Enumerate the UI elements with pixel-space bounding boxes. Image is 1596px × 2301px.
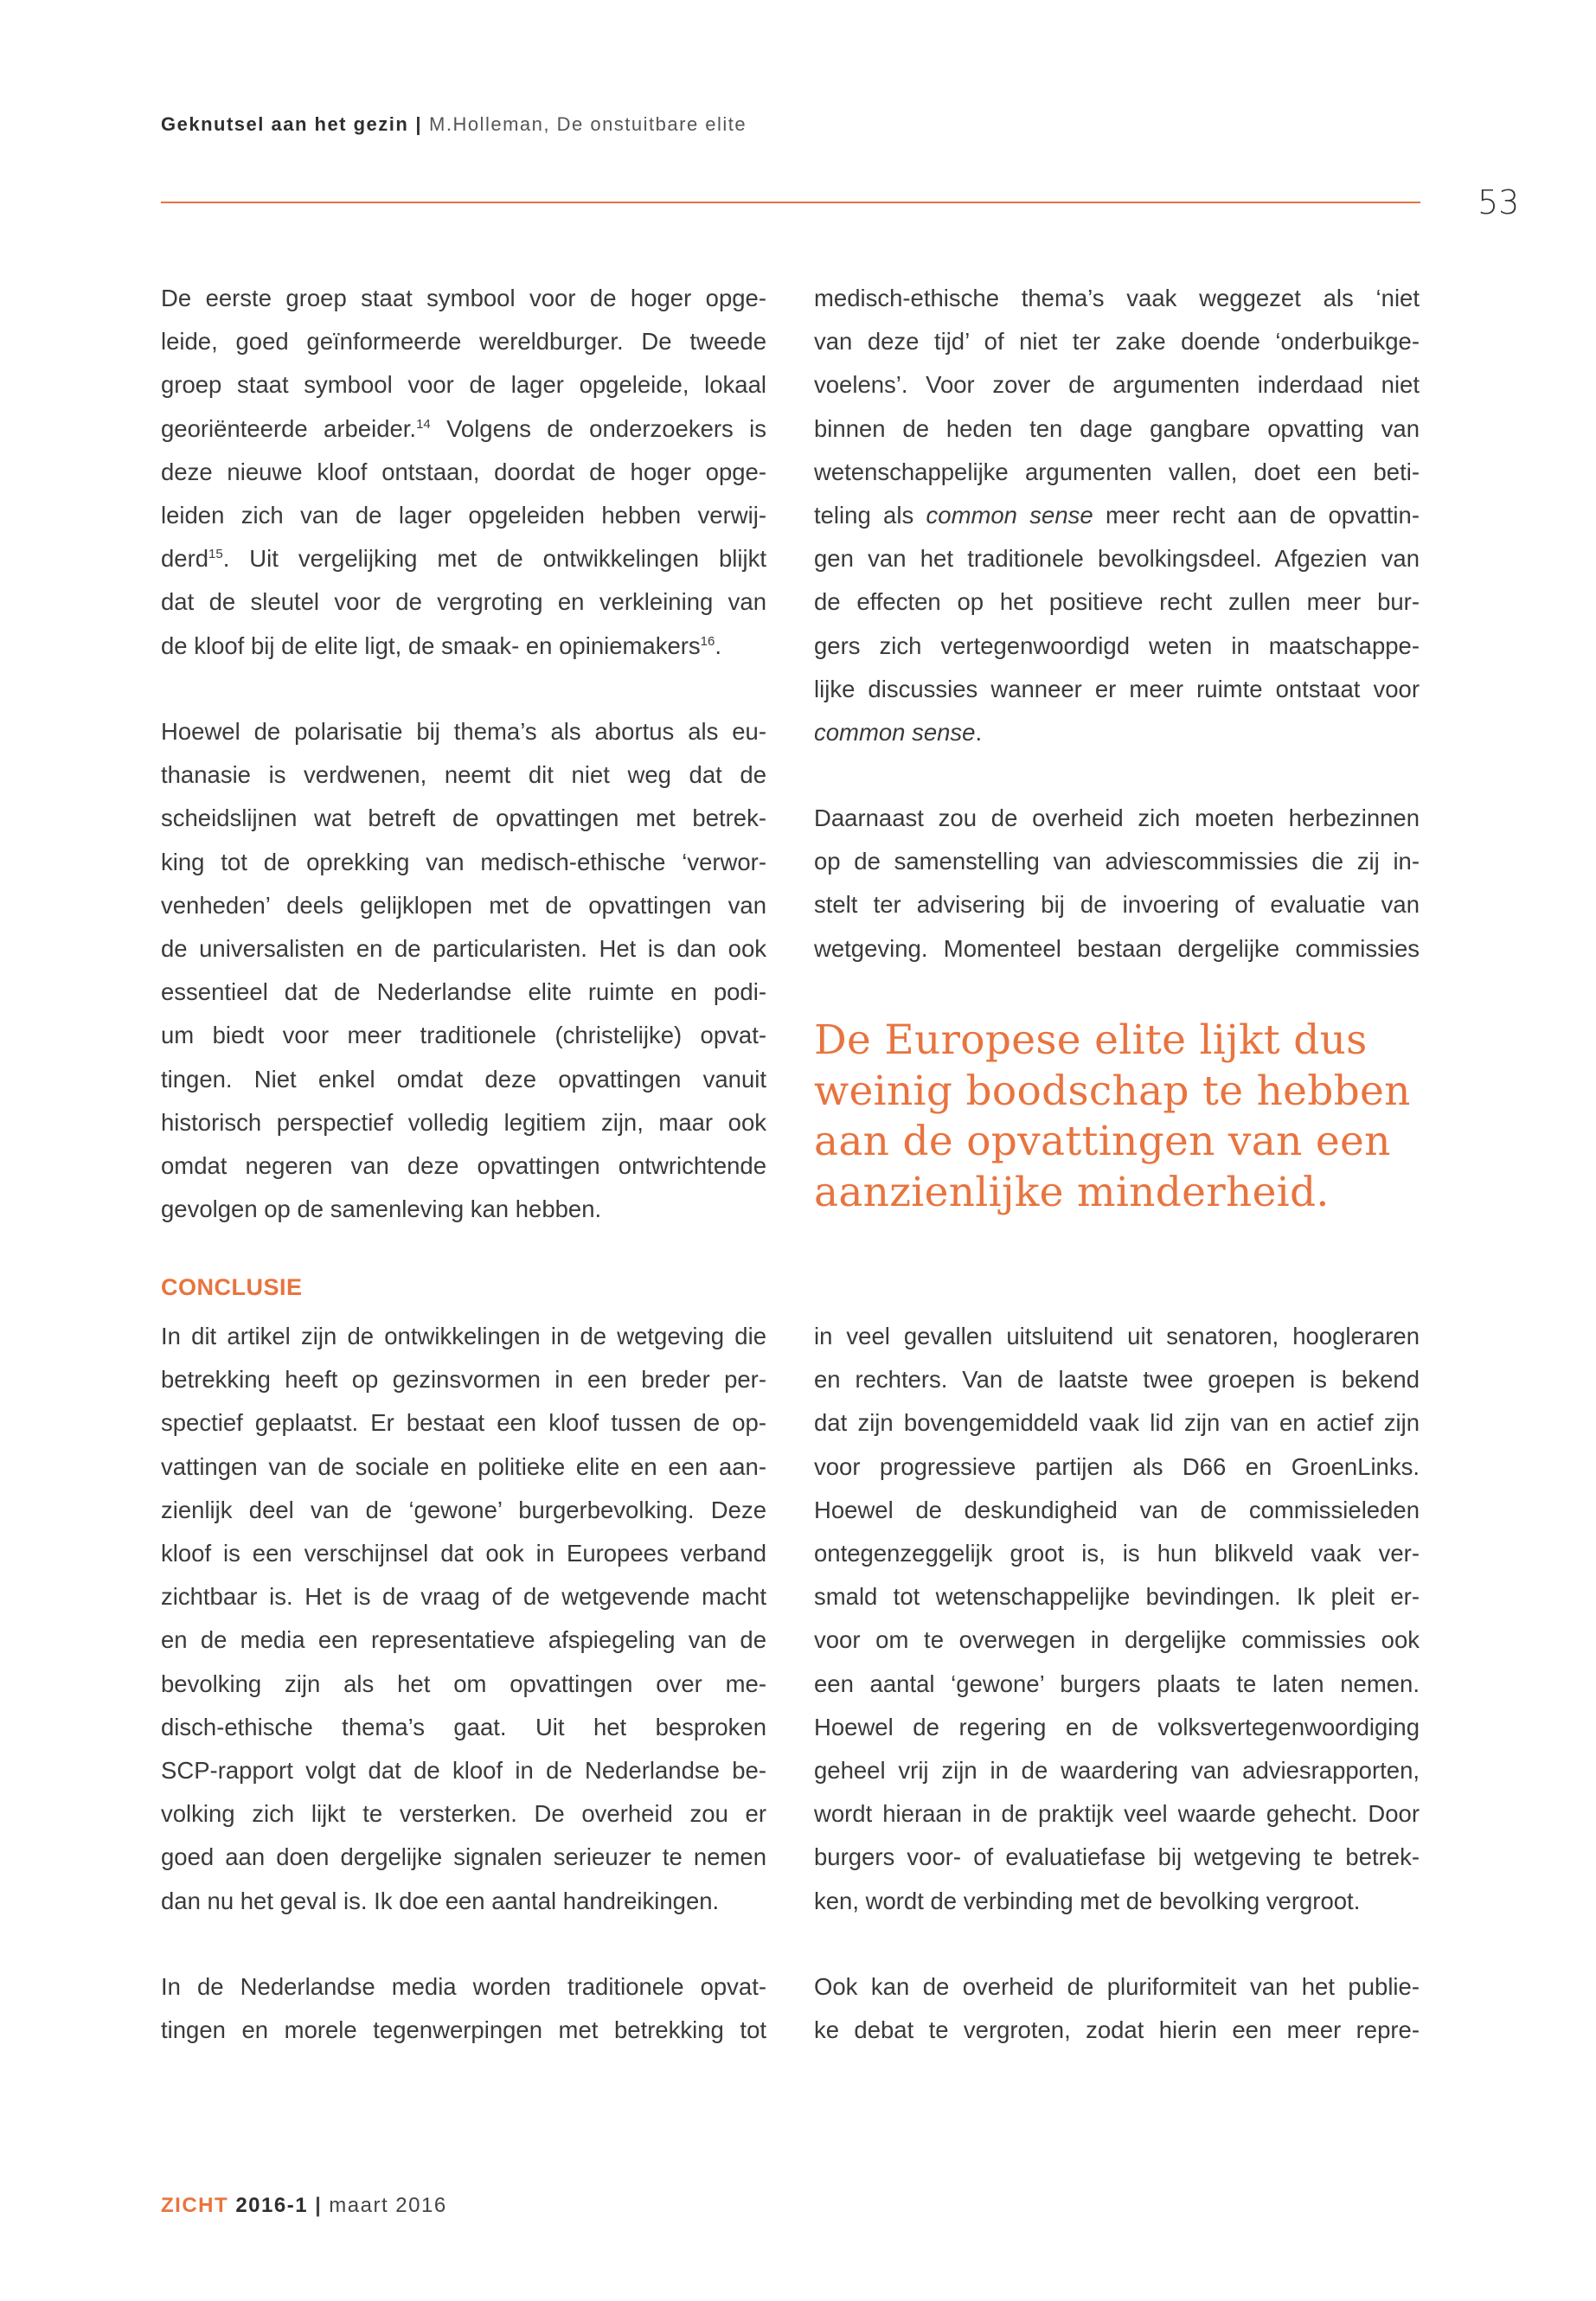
right-column-lower-2: [814, 1965, 1420, 2052]
pull-quote-line: De Europese elite lijkt dus: [814, 1016, 1368, 1064]
left-column-upper-2: [161, 710, 766, 1231]
text-line: ke debat te vergroten, zodat hierin een meer repre-: [814, 2016, 1420, 2044]
text-line: op de samenstelling van adviescommissies die zij in-: [814, 848, 1420, 875]
text-line: Hoewel de polarisatie bij thema’s als abortus als eu-: [161, 718, 766, 745]
running-head-author: M.Holleman, De onstuitbare elite: [429, 113, 747, 135]
pull-quote: [814, 1016, 1454, 1218]
text-line: kloof is een verschijnsel dat ook in Europees verband: [161, 1540, 766, 1567]
text-line: SCP-rapport volgt dat de kloof in de Nederlandse be-: [161, 1757, 766, 1785]
text-line: stelt ter advisering bij de invoering of evaluatie van: [814, 891, 1420, 919]
right-column-upper-2: [814, 797, 1420, 971]
text-segment: Volgens de onderzoekers is: [430, 414, 766, 442]
text-line: ontegenzeggelijk groot is, is hun blikveld vaak ver-: [814, 1540, 1420, 1567]
text-line: volking zich lijkt te versterken. De overheid zou er: [161, 1800, 766, 1828]
text-segment: teling als: [814, 502, 926, 529]
pull-quote-line: aan de opvattingen van een: [814, 1118, 1391, 1165]
text-line: spectief geplaatst. Er bestaat een kloof tussen de op-: [161, 1409, 766, 1437]
header-rule: [161, 202, 1420, 203]
running-head-separator: |: [415, 113, 422, 135]
text-line: smald tot wetenschappelijke bevindingen. Ik pleit er-: [814, 1583, 1420, 1611]
text-line: omdat negeren van deze opvattingen ontwrichtende: [161, 1152, 766, 1180]
running-head-title: Geknutsel aan het gezin: [161, 113, 409, 135]
text-line: leiden zich van de lager opgeleiden hebben verwij-: [161, 502, 766, 529]
text-line: leide, goed geïnformeerde wereldburger. De tweede: [161, 328, 766, 356]
paragraph: [814, 1315, 1420, 1923]
footnote-ref: 16: [700, 633, 715, 649]
text-line: disch-ethische thema’s gaat. Uit het besproken: [161, 1713, 766, 1740]
pull-quote-line: aanzienlijke minderheid.: [814, 1168, 1330, 1216]
text-line: en rechters. Van de laatste twee groepen is bekend: [814, 1366, 1420, 1394]
emphasis: common sense: [926, 502, 1093, 529]
text-line: zichtbaar is. Het is de vraag of de wetgevende macht: [161, 1583, 766, 1611]
text-line: goed aan doen dergelijke signalen serieuzer te nemen: [161, 1843, 766, 1871]
text-line: voor progressieve partijen als D66 en GroenLinks.: [814, 1452, 1420, 1480]
text-line: essentieel dat de Nederlandse elite ruimte en podi-: [161, 978, 766, 1006]
text-line: dan nu het geval is. Ik doe een aantal handreikingen.: [161, 1887, 720, 1914]
paragraph: [814, 797, 1420, 971]
text-line: dat de sleutel voor de vergroting en verkleining van: [161, 588, 766, 616]
paragraph: [161, 277, 766, 668]
text-line: groep staat symbool voor de lager opgeleide, lokaal: [161, 371, 766, 399]
text-line: tingen en morele tegenwerpingen met betrekking tot: [161, 2016, 766, 2044]
text-line: Hoewel de deskundigheid van de commissieleden: [814, 1496, 1420, 1523]
text-line: van deze tijd’ of niet ter zake doende ‘onderbuikge-: [814, 328, 1420, 356]
text-line: In de Nederlandse media worden traditionele opvat-: [161, 1973, 766, 2000]
text-line: binnen de heden ten dage gangbare opvatting van: [814, 414, 1420, 442]
right-column-upper: [814, 277, 1420, 754]
footer-separator: |: [315, 2194, 323, 2217]
text-line: wetgeving. Momenteel bestaan dergelijke commissies: [814, 934, 1420, 962]
paragraph: [161, 1315, 766, 1923]
text-line: wetenschappelijke argumenten vallen, doet een beti-: [814, 458, 1420, 485]
left-column-lower-2: [161, 1965, 766, 2052]
text-line: wordt hieraan in de praktijk veel waarde gehecht. Door: [814, 1800, 1420, 1828]
footnote-ref: 14: [416, 416, 431, 432]
text-segment: de kloof bij de elite ligt, de smaak- en opiniemakers: [161, 631, 701, 659]
text-line: deze nieuwe kloof ontstaan, doordat de hoger opge-: [161, 458, 766, 485]
text-segment: . Uit vergelijking met de ontwikkelingen blijkt: [222, 545, 766, 573]
paragraph: [161, 710, 766, 1231]
text-line: In dit artikel zijn de ontwikkelingen in de wetgeving die: [161, 1323, 766, 1349]
text-line: Daarnaast zou de overheid zich moeten herbezinnen: [814, 804, 1420, 831]
text-line: voor om te overwegen in dergelijke commissies ook: [814, 1626, 1420, 1654]
text-line: [161, 407, 766, 451]
paragraph: [814, 1965, 1420, 2052]
footer: [161, 2194, 447, 2218]
text-line: in veel gevallen uitsluitend uit senatoren, hoogleraren: [814, 1323, 1420, 1349]
text-line: ken, wordt de verbinding met de bevolking vergroot.: [814, 1887, 1361, 1914]
text-line: [814, 711, 1420, 754]
footnote-ref: 15: [208, 547, 223, 562]
footer-date: maart 2016: [329, 2194, 447, 2217]
left-column-upper: [161, 277, 766, 668]
text-line: geheel vrij zijn in de waardering van adviesrapporten,: [814, 1757, 1420, 1785]
text-line: Ook kan de overheid de pluriformiteit van het publie-: [814, 1973, 1420, 2000]
text-line: vattingen van de sociale en politieke elite en een aan-: [161, 1452, 766, 1480]
text-segment: .: [975, 719, 983, 747]
text-line: historisch perspectief volledig legitiem zijn, maar ook: [161, 1108, 766, 1136]
text-line: de effecten op het positieve recht zullen meer bur-: [814, 588, 1420, 616]
text-line: de universalisten en de particularisten. Het is dan ook: [161, 935, 766, 963]
text-line: medisch-ethische thema’s vaak weggezet als ‘niet: [814, 285, 1420, 311]
text-line: Hoewel de regering en de volksvertegenwoordiging: [814, 1713, 1420, 1740]
text-segment: georiënteerde arbeider.: [161, 414, 417, 442]
text-line: een aantal ‘gewone’ burgers plaats te laten nemen.: [814, 1670, 1420, 1697]
emphasis: common sense: [814, 719, 976, 747]
text-line: lijke discussies wanneer er meer ruimte ontstaat voor: [814, 675, 1420, 702]
text-line: um biedt voor meer traditionele (christelijke) opvat-: [161, 1022, 766, 1049]
running-head: [161, 113, 747, 136]
text-line: venheden’ deels gelijklopen met de opvattingen van: [161, 891, 766, 919]
footer-issue: 2016-1: [235, 2194, 309, 2217]
text-line: zienlijk deel van de ‘gewone’ burgerbevolking. Deze: [161, 1496, 766, 1523]
text-line: bevolking zijn als het om opvattingen over me-: [161, 1670, 766, 1697]
left-column-lower: [161, 1315, 766, 1923]
text-line: en de media een representatieve afspiegeling van de: [161, 1626, 766, 1654]
text-line: tingen. Niet enkel omdat deze opvattingen vanuit: [161, 1065, 766, 1093]
text-line: [161, 537, 766, 580]
text-segment: .: [715, 631, 721, 659]
text-line: [161, 625, 766, 668]
text-line: gevolgen op de samenleving kan hebben.: [161, 1195, 602, 1223]
text-line: gers zich vertegenwoordigd weten in maatschappe-: [814, 631, 1420, 659]
pull-quote-line: weinig boodschap te hebben: [814, 1067, 1411, 1115]
text-line: [814, 494, 1420, 537]
page-number: 53: [1477, 183, 1520, 221]
text-line: scheidslijnen wat betreft de opvattingen met betrek-: [161, 804, 766, 832]
text-line: voelens’. Voor zover de argumenten inderdaad niet: [814, 371, 1420, 399]
text-line: king tot de oprekking van medisch-ethische ‘verwor-: [161, 848, 766, 875]
footer-magazine: ZICHT: [161, 2194, 229, 2217]
paragraph: [814, 277, 1420, 754]
text-segment: derd: [161, 545, 209, 573]
text-line: thanasie is verdwenen, neemt dit niet weg dat de: [161, 761, 766, 789]
text-segment: meer recht aan de opvattin-: [1093, 502, 1420, 529]
text-line: De eerste groep staat symbool voor de hoger opge-: [161, 285, 766, 311]
text-line: burgers voor- of evaluatiefase bij wetgeving te betrek-: [814, 1843, 1420, 1871]
text-line: gen van het traditionele bevolkingsdeel. Afgezien van: [814, 545, 1420, 573]
right-column-lower: [814, 1315, 1420, 1923]
text-line: dat zijn bovengemiddeld vaak lid zijn van en actief zijn: [814, 1409, 1420, 1437]
text-line: betrekking heeft op gezinsvormen in een breder per-: [161, 1366, 766, 1394]
section-heading: CONCLUSIE: [161, 1274, 303, 1300]
paragraph: [161, 1965, 766, 2052]
